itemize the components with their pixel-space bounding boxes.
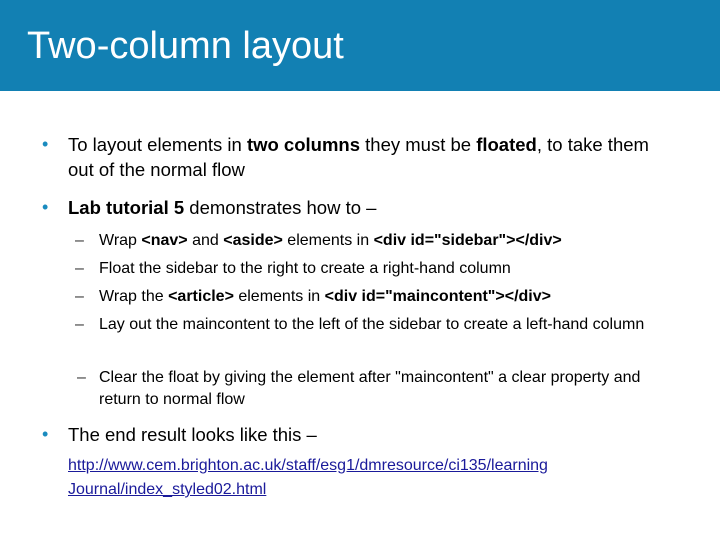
- bullet-text: they must be: [360, 134, 477, 155]
- bullet-marker: •: [42, 197, 49, 217]
- bullet-marker: •: [42, 134, 49, 154]
- bullet-bold-text: Lab tutorial 5: [68, 197, 185, 218]
- sub-text: Clear the float by giving the element after "maincontent" a clear property and return to normal flow: [99, 369, 641, 408]
- sub-item: [75, 286, 684, 308]
- bullet-item: [42, 195, 678, 220]
- sub-text: elements in: [282, 232, 374, 249]
- dash-marker: –: [75, 316, 84, 333]
- slide-title: Two-column layout: [27, 25, 344, 67]
- dash-marker: –: [75, 232, 84, 249]
- dash-marker: –: [77, 369, 86, 386]
- sub-item: [75, 314, 684, 336]
- sub-text: Lay out the maincontent to the left of the sidebar to create a left-hand column: [99, 316, 645, 333]
- sub-bold-text: <nav>: [141, 232, 188, 249]
- sub-bold-text: <div id="maincontent"></div>: [324, 288, 551, 305]
- bullet-marker: •: [42, 424, 49, 444]
- bullet-text: To layout elements in: [68, 134, 247, 155]
- sub-text: elements in: [233, 288, 325, 305]
- sub-bold-text: <div id="sidebar"></div>: [373, 232, 562, 249]
- bullet-item: [42, 422, 678, 447]
- sub-bold-text: <article>: [168, 288, 234, 305]
- bullet-text: , to take them out of the normal flow: [68, 134, 649, 180]
- sub-text: Float the sidebar to the right to create a right-hand column: [99, 260, 511, 277]
- sub-text: and: [187, 232, 224, 249]
- sub-item: [75, 258, 684, 280]
- bullet-text: demonstrates how to –: [184, 197, 377, 218]
- result-link[interactable]: http://www.cem.brighton.ac.uk/staff/esg1/dmresource/ci135/learning Journal/index_styled02.html: [68, 457, 548, 498]
- bullet-bold-text: floated: [476, 134, 537, 155]
- sub-item: [77, 367, 684, 411]
- bullet-bold-text: two columns: [246, 134, 360, 155]
- sub-text: Wrap the: [99, 288, 169, 305]
- dash-marker: –: [75, 260, 84, 277]
- sub-bold-text: <aside>: [223, 232, 283, 249]
- bullet-text: The end result looks like this –: [68, 424, 317, 445]
- bullet-item: [42, 132, 678, 182]
- dash-marker: –: [75, 288, 84, 305]
- sub-item: [75, 230, 684, 252]
- sub-text: Wrap: [99, 232, 142, 249]
